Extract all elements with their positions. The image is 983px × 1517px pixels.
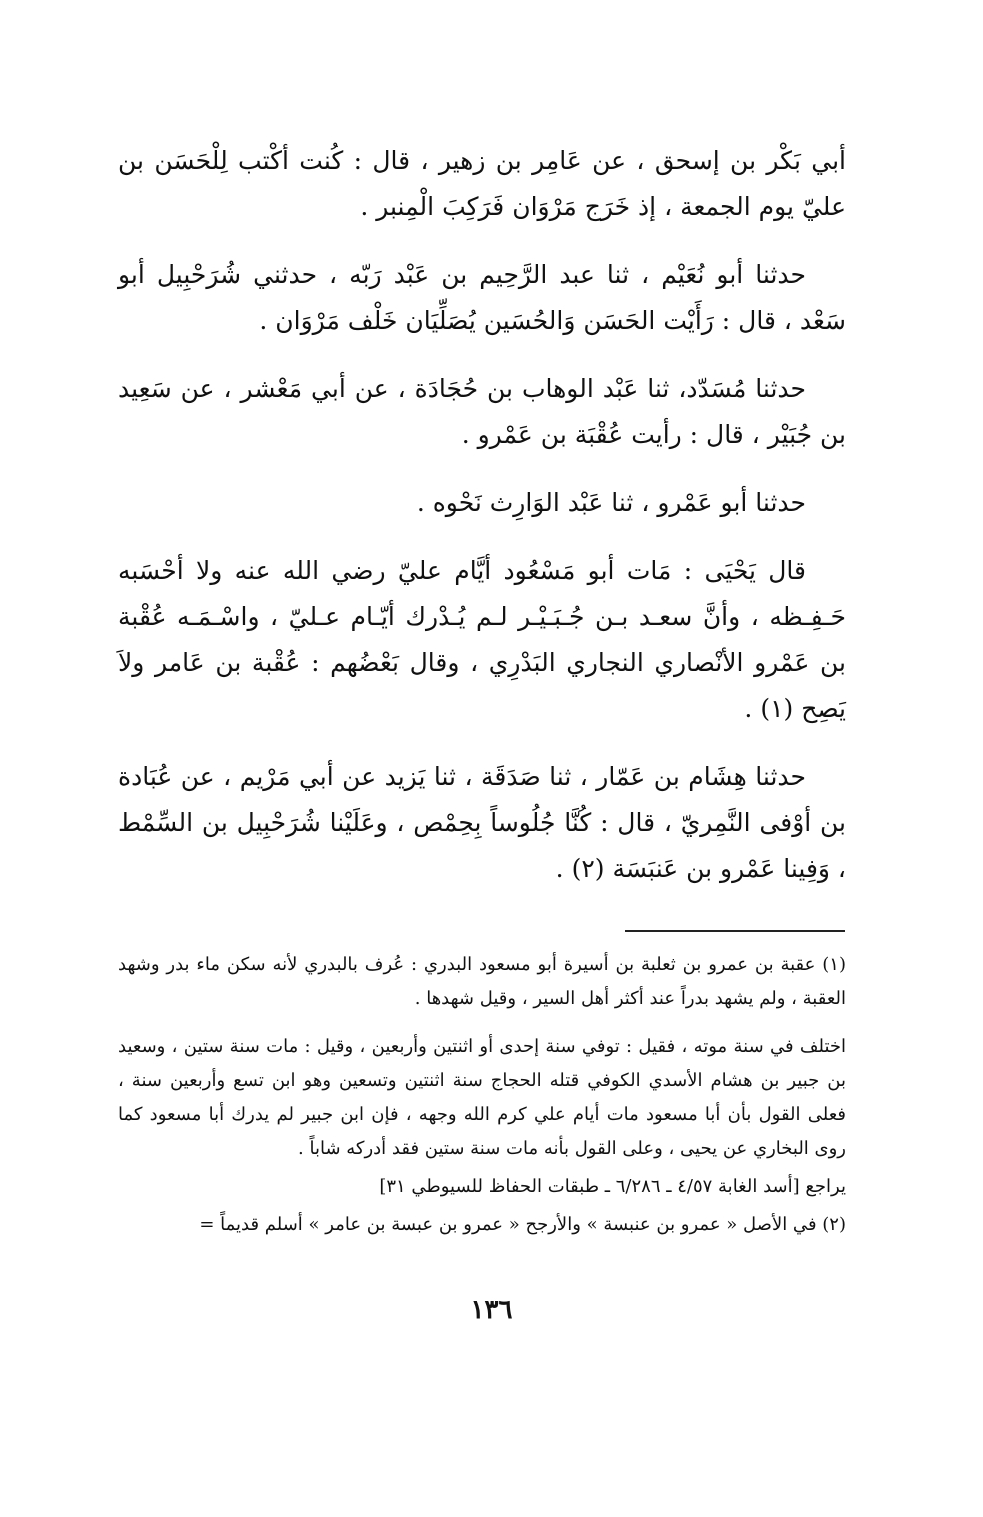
footnotes (118, 948, 846, 1256)
paragraph-6: حدثنا هِشَام بن عَمّار ، ثنا صَدَقَة ، ثنا يَزيد عن أبي مَرْيم ، عن عُبَادة بن أوْفى النَّمِريّ ، قال : كُنَّا جُلُوساً بِحِمْص ، وعَلَيْنا شُرَحْبِيل بن السِّمْط ، وَفِينا عَمْرو بن عَنبَسَة (٢) . (118, 762, 846, 883)
paragraph-2: حدثنا أبو نُعَيْم ، ثنا عبد الرَّحِيم بن عَبْد رَبّه ، حدثني شُرَحْبِيل أبو سَعْد ، قال : رَأَيْت الحَسَن وَالحُسَين يُصَلِّيَان خَلْف مَرْوَان . (118, 260, 846, 335)
footnote-separator (625, 930, 845, 932)
main-text (118, 138, 846, 914)
page-number: ١٣٦ (470, 1295, 513, 1325)
paragraph-4: حدثنا أبو عَمْرو ، ثنا عَبْد الوَارِث نَحْوه . (416, 488, 806, 517)
footnote-2: (٢) في الأصل « عمرو بن عنبسة » والأرجح « عمرو بن عبسة بن عامر » أسلم قديماً = (199, 1214, 846, 1235)
paragraph-1: أبي بَكْر بن إسحق ، عن عَامِر بن زهير ، قال : كُنت أكْتب لِلْحَسَن بن عليّ يوم الجمعة ، إذ خَرَج مَرْوَان فَرَكِبَ الْمِنبر . (118, 146, 846, 221)
footnote-1-continued: اختلف في سنة موته ، فقيل : توفي سنة إحدى أو اثنتين وأربعين ، وقيل : مات سنة ستين ، وسعيد بن جبير بن هشام الأسدي الكوفي قتله الحجاج سنة اثنتين وتسعين وهو ابن تسع وأربعين سنة ، فعلى القول بأن أبا مسعود مات أيام علي كرم الله وجهه ، فإن ابن جبير لم يدرك أبا مسعود كما روى البخاري عن يحيى ، وعلى القول بأنه مات سنة ستين فقد أدركه شاباً . (118, 1036, 847, 1159)
paragraph-5: قال يَحْيَى : مَات أبو مَسْعُود أيَّام عليّ رضي الله عنه ولا أحْسَبه حَـفِـظه ، وأنَّ سعـد بـن جُـبَـيْـر لـم يُـدْرك أيّـام عـليّ ، واسْـمَـه عُقْبة بن عَمْرو الأنْصاري النجاري البَدْرِي ، وقال بَعْضُهم : عُقْبة بن عَامر ولاَ يَصِح (١) . (118, 556, 846, 723)
footnote-1: (١) عقبة بن عمرو بن ثعلبة بن أسيرة أبو مسعود البدري : عُرف بالبدري لأنه سكن ماء بدر وشهد العقبة ، ولم يشهد بدراً عند أكثر أهل السير ، وقيل شهدها . (118, 954, 846, 1009)
footnote-1-reference: يراجع [أسد الغابة ٤/٥٧ ـ ٦/٢٨٦ ـ طبقات الحفاظ للسيوطي ٣١] (379, 1176, 846, 1197)
paragraph-3: حدثنا مُسَدّد، ثنا عَبْد الوهاب بن حُجَادَة ، عن أبي مَعْشر ، عن سَعِيد بن جُبَيْر ، قال : رأيت عُقْبَة بن عَمْرو . (118, 374, 846, 449)
